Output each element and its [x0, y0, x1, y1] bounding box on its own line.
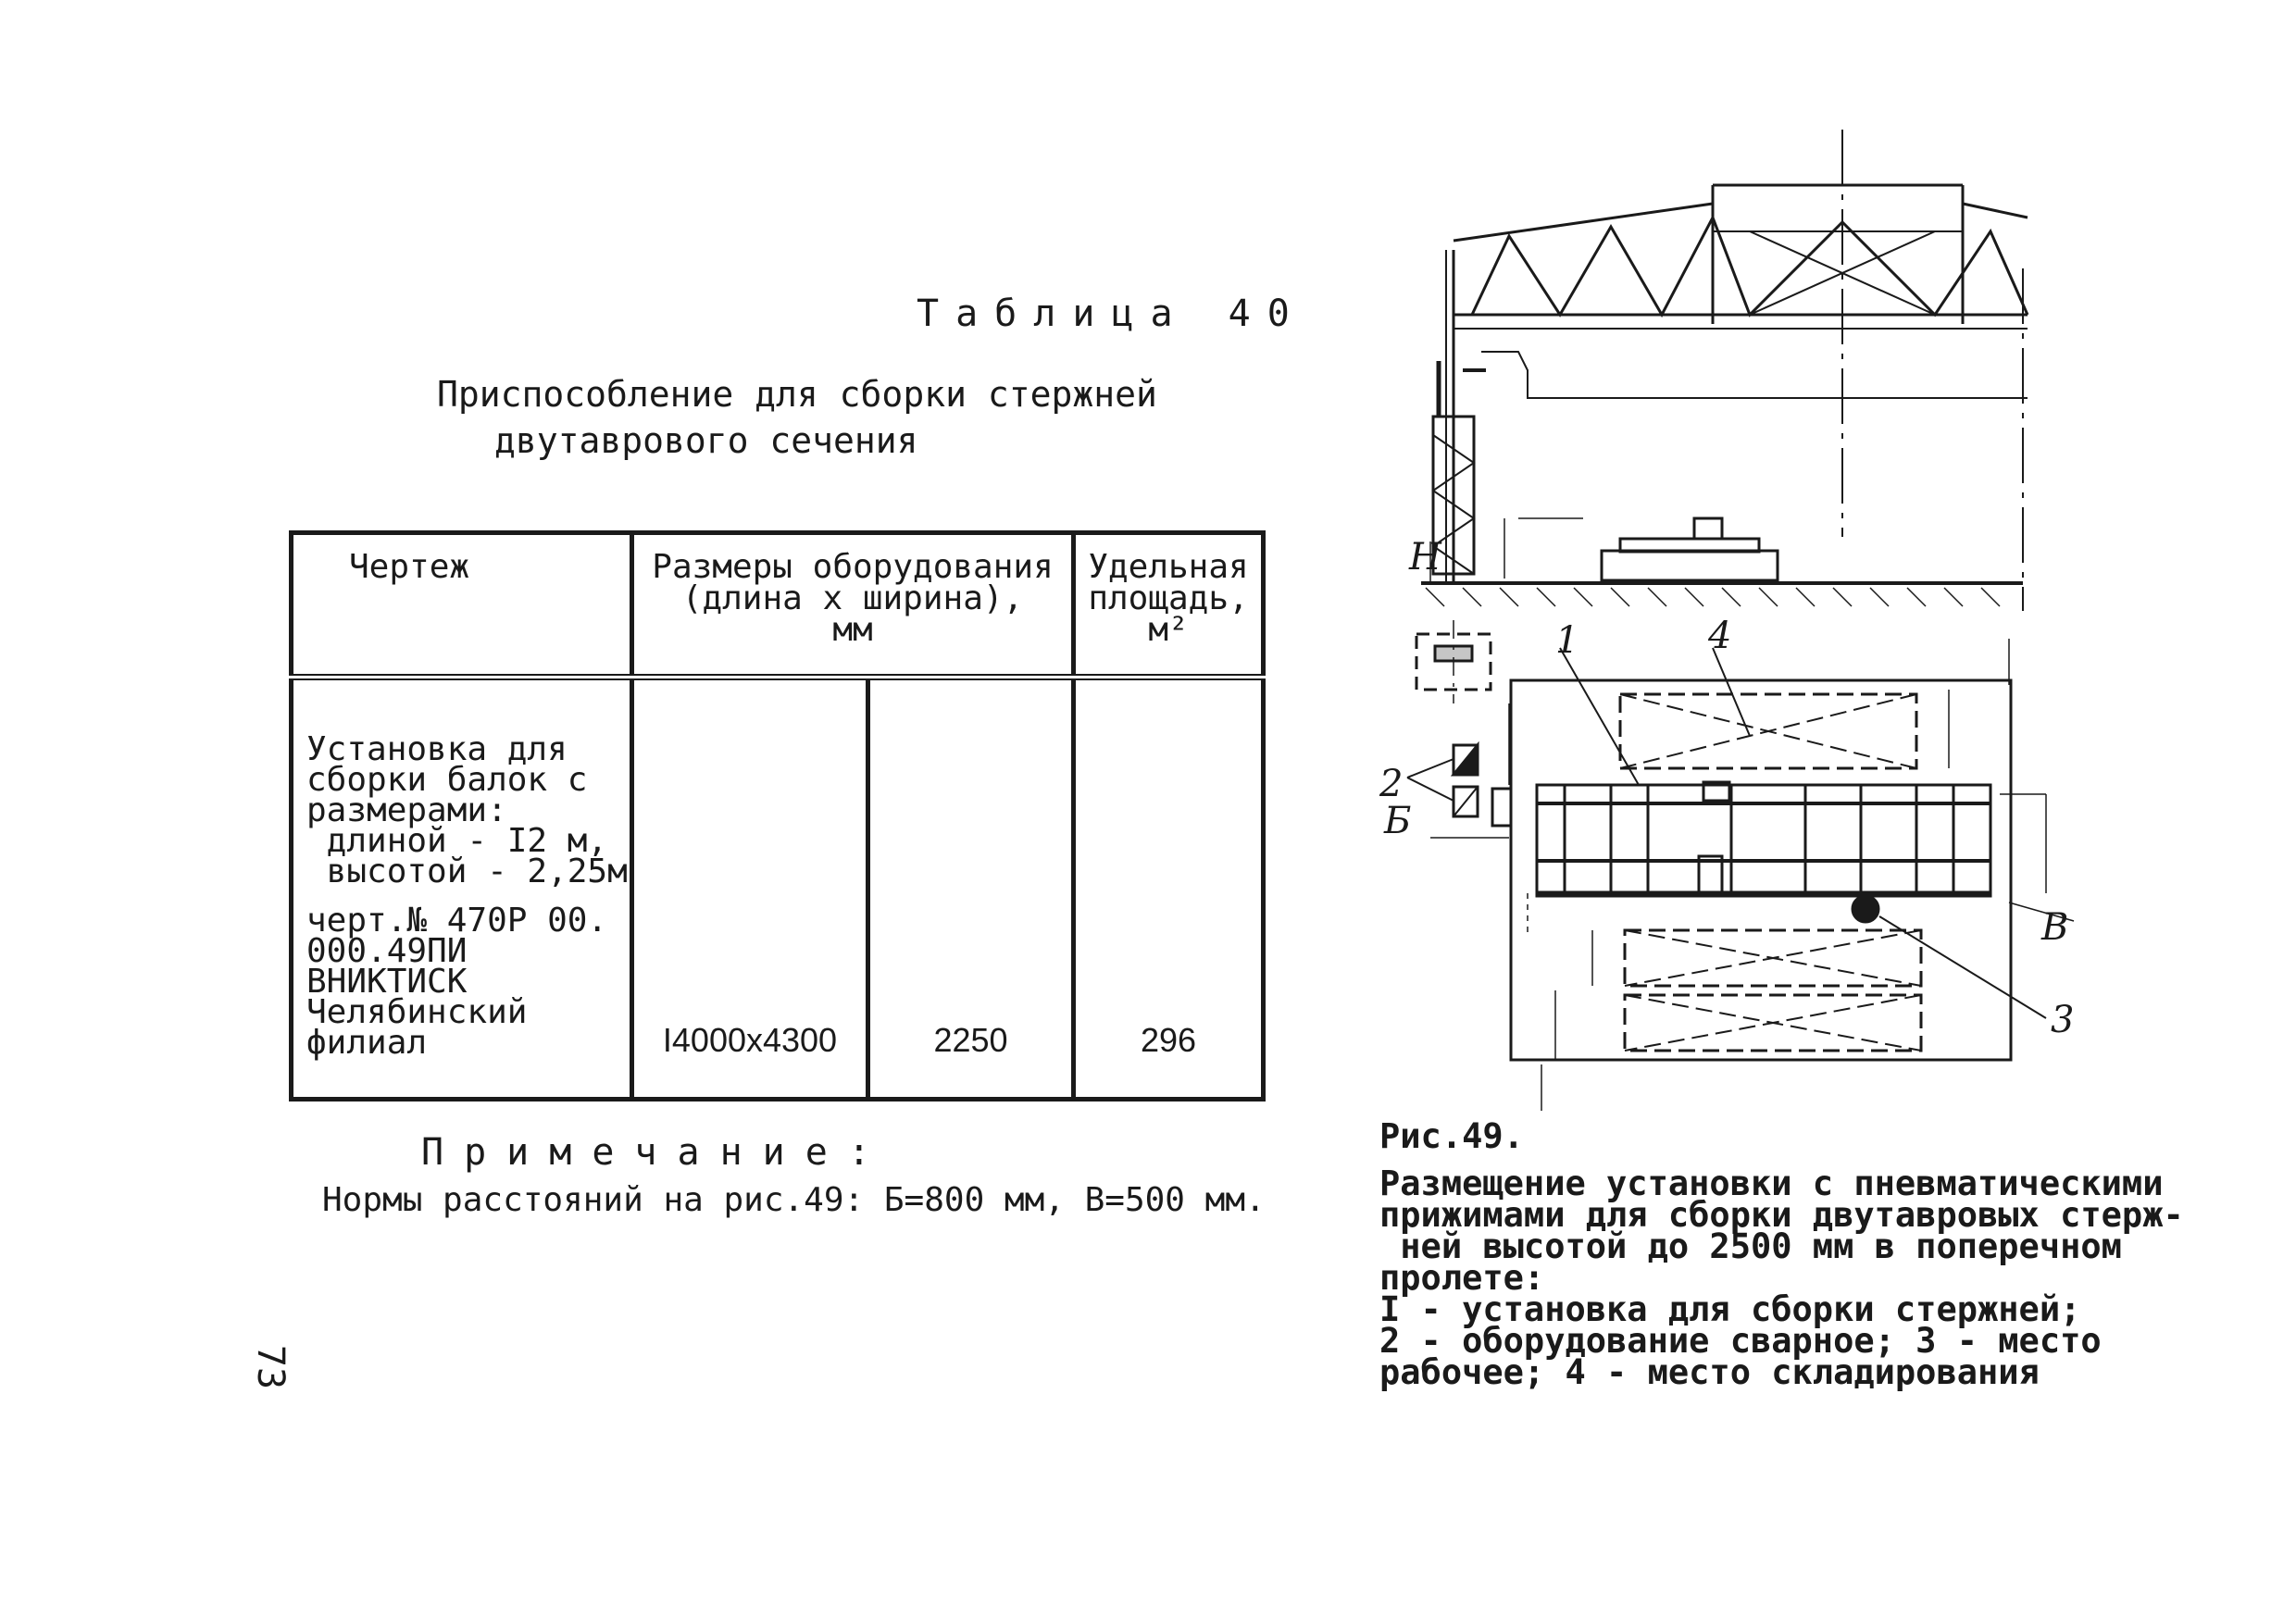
header-area-line2: площадь,	[1088, 579, 1249, 617]
label-2: 2	[1379, 763, 1404, 805]
figure-49-drawing	[1342, 130, 2075, 1111]
label-v: В	[2041, 906, 2069, 949]
header-drawing: Чертеж	[292, 533, 632, 678]
row-dimensions: I4000x4300	[632, 678, 868, 1100]
header-area-line1: Удельная	[1088, 548, 1249, 586]
table-title: Таблица 40	[917, 292, 1306, 335]
header-dimensions-line1: Размеры оборудования	[652, 548, 1054, 586]
table-row	[292, 678, 1264, 1100]
figure-number: Рис.49.	[1379, 1116, 1524, 1156]
note-title: Примечание:	[421, 1131, 891, 1174]
table-caption-line2: двутаврового сечения	[494, 420, 918, 461]
leader-1	[1560, 648, 1639, 785]
header-dimensions-line3: мм	[832, 611, 873, 649]
header-dimensions-line2: (длина х ширина),	[681, 579, 1024, 617]
figure-caption: Размещение установки с пневматическими прижимами для сборки двутавровых стерж- ней высотой до 2500 мм в поперечном пролете: I - установка для сборки стержней; 2 - оборудование сварное; 3 - место рабочее; 4 - место складирования	[1379, 1164, 2184, 1392]
equipment-side-view	[1602, 551, 1778, 580]
header-area-line3: м²	[1148, 611, 1189, 649]
crane-beam	[1481, 352, 2028, 398]
table-caption-line1: Приспособление для сборки стержней	[437, 374, 1157, 415]
row-description: Установка для сборки балок с размерами: длиной - I2 м, высотой - 2,25м	[306, 730, 628, 890]
note-text: Нормы расстояний на рис.49: Б=800 мм, В=500 мм.	[322, 1181, 1266, 1219]
table-header-row	[292, 533, 1264, 678]
plan-outline	[1511, 680, 2011, 1060]
label-h: H	[1409, 536, 1441, 579]
workplace-marker	[1853, 896, 1878, 922]
leader-3	[1879, 916, 2046, 1018]
equipment-table	[289, 530, 1266, 1101]
row-value2: 2250	[868, 678, 1074, 1100]
row-area: 296	[1074, 678, 1264, 1100]
leader-4	[1713, 648, 1750, 736]
row-description-cell	[292, 678, 632, 1100]
label-1: 1	[1555, 619, 1579, 662]
label-b: Б	[1384, 800, 1412, 842]
row-drawing-ref: черт.№ 470Р 00. 000.49ПИ ВНИКТИСК Челябинский филиал	[306, 902, 608, 1062]
label-4: 4	[1708, 615, 1732, 657]
label-3: 3	[2051, 999, 2075, 1041]
header-area	[1074, 533, 1264, 678]
roof-left	[1454, 204, 1713, 241]
header-dimensions	[632, 533, 1074, 678]
page-number: 73	[249, 1344, 293, 1390]
